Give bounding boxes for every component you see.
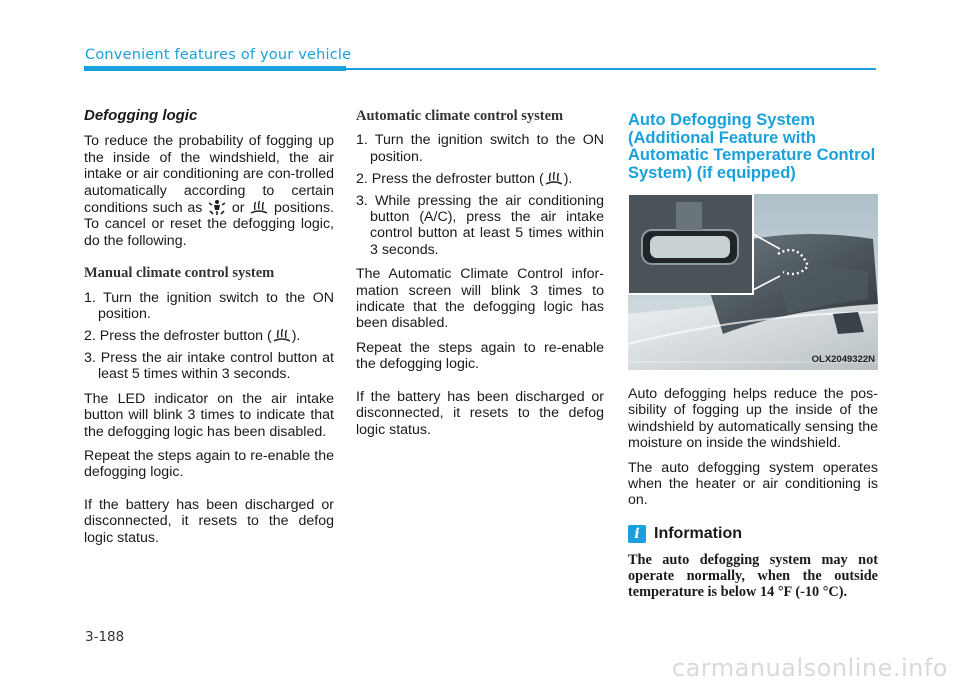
repeat-paragraph: Repeat the steps again to re-enable the defogging logic. bbox=[84, 447, 334, 481]
defogging-logic-heading: Defogging logic bbox=[84, 107, 198, 124]
page-number: 3-188 bbox=[85, 629, 125, 645]
information-header bbox=[628, 525, 878, 543]
figure-code: OLX2049322N bbox=[811, 353, 875, 365]
header-title: Convenient features of your vehicle bbox=[85, 47, 352, 63]
header-rule bbox=[346, 68, 876, 70]
defroster-icon bbox=[249, 199, 269, 215]
header-bar bbox=[84, 66, 346, 71]
manual-step-3: 3. Press the air intake control button at least 5 times within 3 seconds. bbox=[84, 349, 334, 383]
auto-step-3: 3. While pressing the air conditioning button (A/C), press the air intake control button at least 5 times within 3 seconds. bbox=[356, 192, 604, 258]
auto-defog-paragraph-1: Auto defogging helps reduce the pos-sibility of fogging up the inside of the windshield by automatically sensing the moisture on inside the windshield. bbox=[628, 386, 878, 452]
defroster-icon bbox=[544, 170, 564, 186]
auto-defogging-figure bbox=[628, 194, 878, 370]
information-title: Information bbox=[654, 524, 742, 542]
auto-step-2: 2. Press the defroster button ( ). bbox=[356, 171, 573, 188]
middle-column bbox=[356, 108, 604, 446]
left-column bbox=[84, 108, 334, 554]
auto-defogging-heading: Auto Defogging System (Additional Feature with Automatic Temperature Control System) (if equipped) bbox=[628, 111, 876, 182]
defroster-icon bbox=[272, 327, 292, 343]
auto-defog-paragraph-2: The auto defogging system operates when the heater or air conditioning is on. bbox=[628, 459, 878, 509]
manual-climate-heading: Manual climate control system bbox=[84, 265, 275, 282]
right-column bbox=[628, 112, 878, 608]
manual-step-1: 1. Turn the ignition switch to the ON position. bbox=[84, 289, 334, 323]
battery-paragraph: If the battery has been discharged or disconnected, it resets to the defog logic status. bbox=[356, 388, 604, 438]
automatic-climate-heading: Automatic climate control system bbox=[356, 108, 564, 124]
auto-step-1: 1. Turn the ignition switch to the ON position. bbox=[356, 132, 604, 165]
floor-windshield-mode-icon bbox=[207, 199, 227, 215]
windshield-illustration bbox=[628, 194, 878, 370]
manual-step-2: 2. Press the defroster button ( ). bbox=[84, 328, 301, 345]
information-text: The auto defogging system may not operate normally, when the outside temperature is below 14 °F (-10 °C). bbox=[628, 551, 878, 600]
battery-paragraph: If the battery has been discharged or disconnected, it resets to the defog logic status. bbox=[84, 496, 334, 546]
manual-steps-list bbox=[84, 290, 334, 383]
led-indicator-paragraph: The LED indicator on the air intake button will blink 3 times to indicate that the defogging logic has been disabled. bbox=[84, 390, 334, 440]
screen-blink-paragraph: The Automatic Climate Control infor-mation screen will blink 3 times to indicate that the defogging logic has been disabled. bbox=[356, 266, 604, 332]
defogging-intro: To reduce the probability of fogging up the inside of the windshield, the air intake or air conditioning are con-trolled automatically according to certain conditions such as or positions. To cancel or reset the defogging logic, do the following. bbox=[84, 133, 334, 249]
repeat-paragraph: Repeat the steps again to re-enable the defogging logic. bbox=[356, 339, 604, 373]
watermark: carmanualsonline.info bbox=[671, 654, 948, 682]
info-icon: i bbox=[628, 525, 646, 543]
automatic-steps-list bbox=[356, 132, 604, 258]
